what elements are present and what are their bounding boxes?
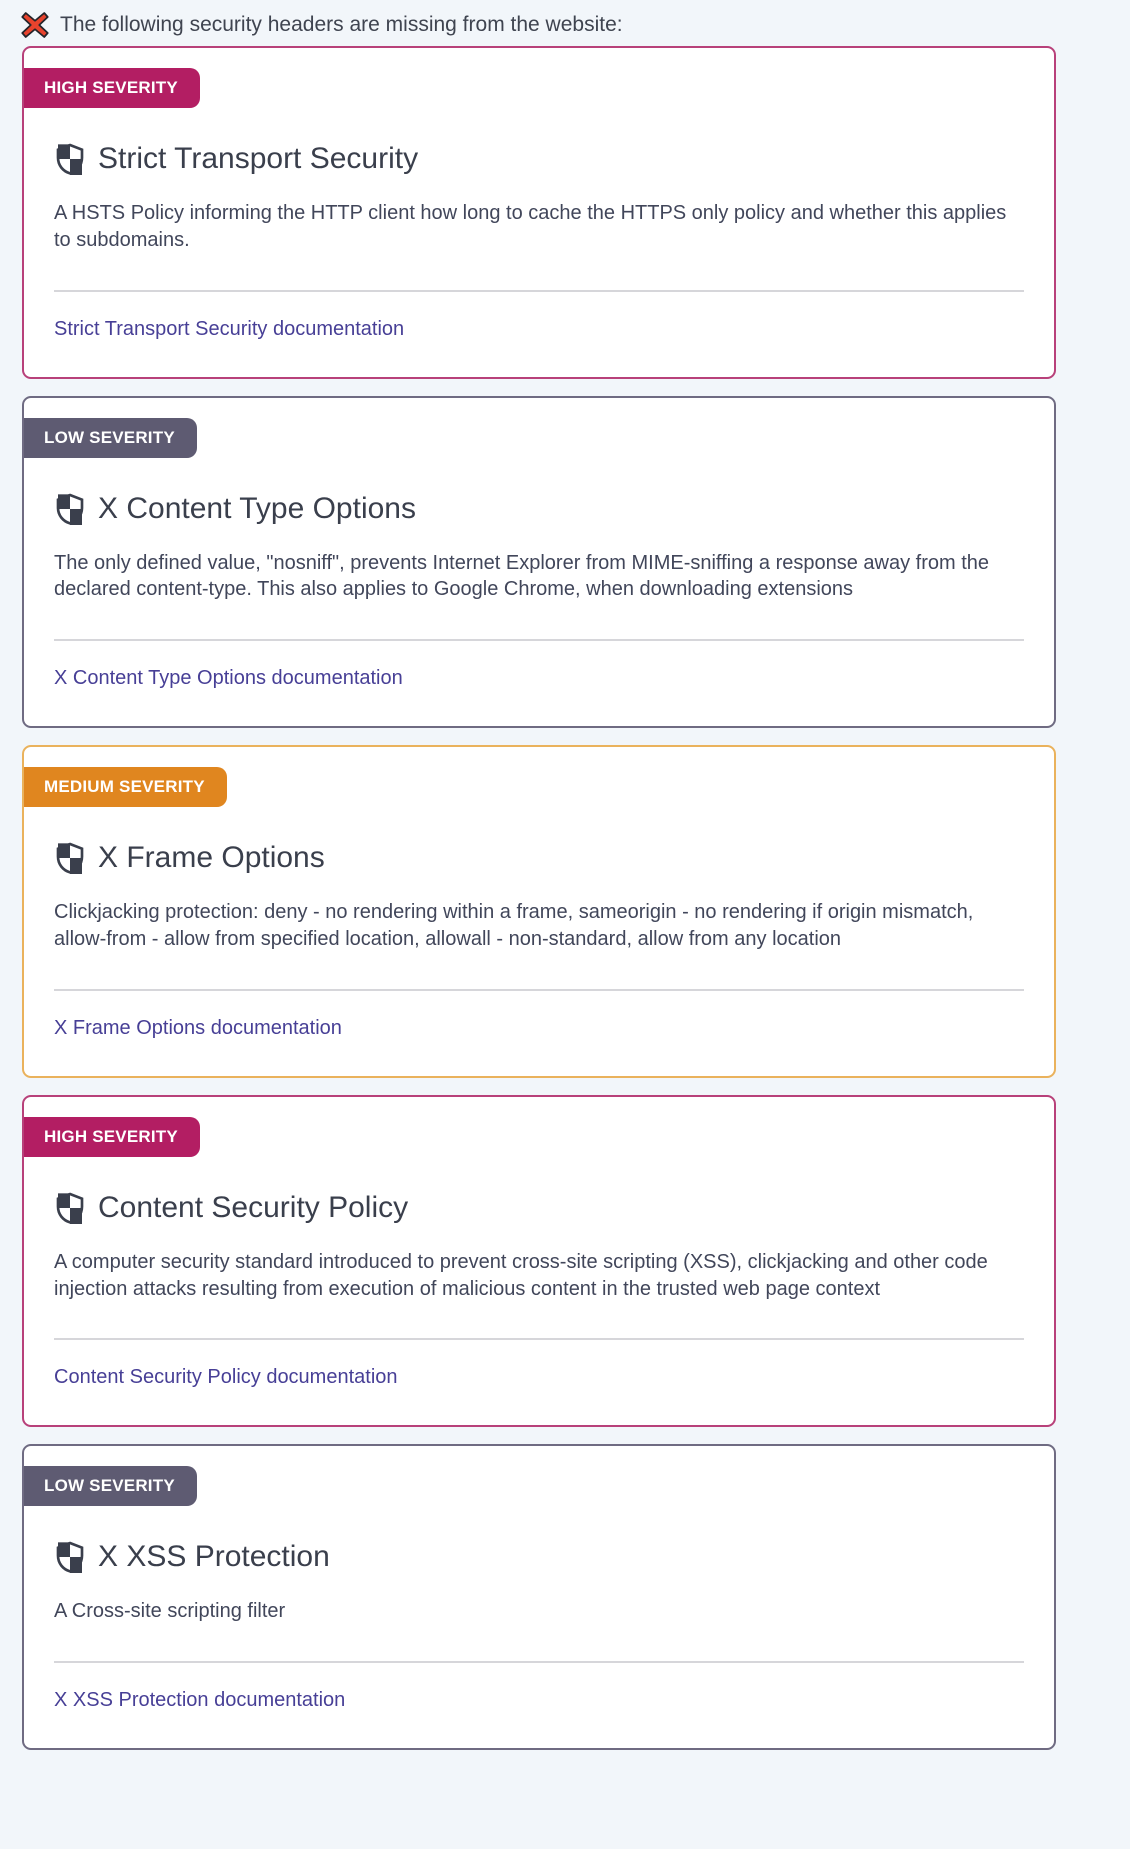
card-title-row [54, 492, 1024, 526]
severity-badge: HIGH SEVERITY [22, 1117, 200, 1157]
card-description: Clickjacking protection: deny - no rendering within a frame, sameorigin - no rendering if origin mismatch, allow-from - allow from specified location, allowall - non-standard, allow from any location [54, 901, 974, 950]
card-content-security-policy [22, 1095, 1056, 1428]
card-title-row [54, 1191, 1024, 1225]
card-x-frame-options [22, 745, 1056, 1078]
divider [54, 290, 1024, 292]
header-text: The following security headers are missing from the website: [60, 13, 623, 36]
card-strict-transport-security [22, 46, 1056, 379]
divider [54, 1338, 1024, 1340]
documentation-link[interactable]: X XSS Protection documentation [54, 1689, 346, 1712]
card-list [22, 46, 1056, 1750]
documentation-link[interactable]: X Frame Options documentation [54, 1016, 342, 1039]
documentation-link[interactable]: Content Security Policy documentation [54, 1366, 398, 1389]
card-description: A computer security standard introduced to prevent cross-site scripting (XSS), clickjacking and other code injection attacks resulting from execution of malicious content in the trusted web page context [54, 1250, 988, 1300]
divider [54, 989, 1024, 991]
card-title-row [54, 841, 1024, 875]
card-description: A Cross-site scripting filter [54, 1600, 286, 1623]
severity-badge: LOW SEVERITY [22, 1466, 197, 1506]
documentation-link[interactable]: X Content Type Options documentation [54, 667, 403, 690]
divider [54, 1661, 1024, 1663]
shield-icon [54, 841, 86, 875]
shield-icon [54, 492, 86, 526]
card-x-xss-protection [22, 1444, 1056, 1750]
shield-icon [54, 142, 86, 176]
card-x-content-type-options [22, 396, 1056, 729]
red-cross-icon [20, 10, 50, 40]
severity-badge: HIGH SEVERITY [22, 68, 200, 108]
shield-icon [54, 1540, 86, 1574]
card-title: Content Security Policy [98, 1190, 409, 1224]
missing-headers-header [22, 10, 1130, 40]
shield-icon [54, 1191, 86, 1225]
card-description: The only defined value, "nosniff", prevents Internet Explorer from MIME-sniffing a response away from the declared content-type. This also applies to Google Chrome, when downloading extensions [54, 551, 990, 601]
severity-badge: LOW SEVERITY [22, 418, 197, 458]
card-title-row [54, 1540, 1024, 1574]
divider [54, 639, 1024, 641]
card-title-row [54, 142, 1024, 176]
card-title: X Content Type Options [98, 491, 416, 525]
severity-badge: MEDIUM SEVERITY [22, 767, 227, 807]
card-title: X Frame Options [98, 841, 325, 875]
card-title: Strict Transport Security [98, 142, 419, 175]
card-description: A HSTS Policy informing the HTTP client how long to cache the HTTPS only policy and whether this applies to subdomains. [54, 202, 1007, 251]
documentation-link[interactable]: Strict Transport Security documentation [54, 317, 405, 340]
card-title: X XSS Protection [98, 1540, 330, 1574]
